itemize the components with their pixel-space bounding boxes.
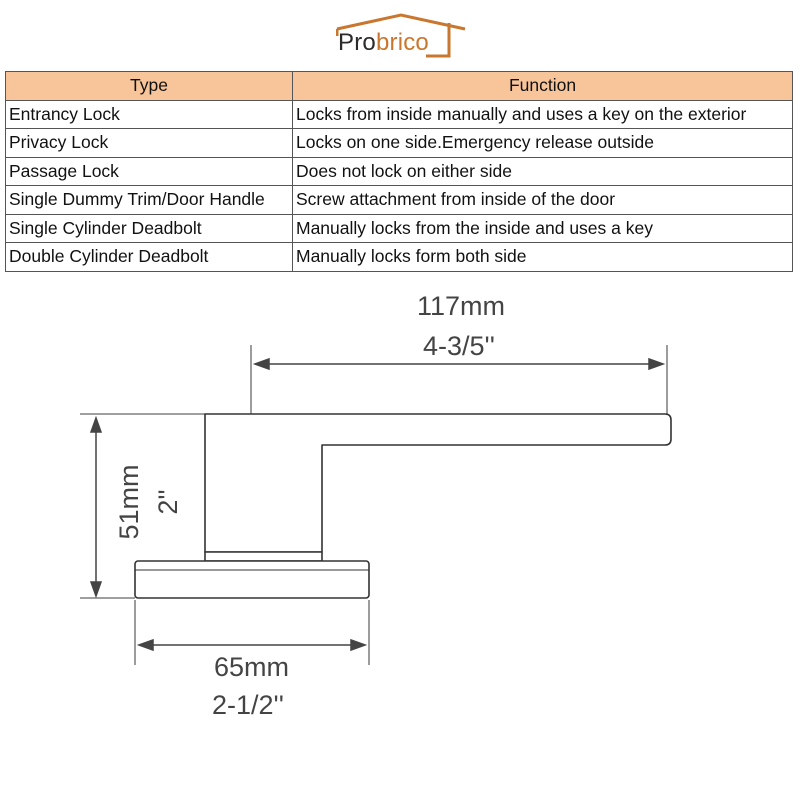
arrow-head-right: [649, 359, 663, 369]
rose-inch-label: 2-1/2'': [212, 690, 284, 720]
arrow-head-down: [91, 582, 101, 596]
table-row: [6, 157, 793, 186]
arrow-head-up: [91, 418, 101, 432]
header-function: Function: [293, 72, 793, 101]
brand-name: [338, 31, 429, 55]
brand-name-suffix: brico: [375, 29, 429, 56]
table-header-row: [6, 72, 793, 101]
arrow-head-rose-right: [351, 640, 365, 650]
probrico-logo: [336, 12, 466, 58]
arrow-head-left: [255, 359, 269, 369]
type-cell: Single Cylinder Deadbolt: [6, 214, 293, 243]
lock-type-table: [5, 71, 793, 272]
handle-lever-outline: [205, 414, 671, 552]
function-cell: Manually locks from the inside and uses a key: [293, 214, 793, 243]
table-row: [6, 243, 793, 272]
length-mm-label: 117mm: [417, 291, 506, 321]
function-cell: Does not lock on either side: [293, 157, 793, 186]
type-cell: Entrancy Lock: [6, 100, 293, 129]
table-row: [6, 214, 793, 243]
type-cell: Privacy Lock: [6, 129, 293, 158]
function-cell: Screw attachment from inside of the door: [293, 186, 793, 215]
rose-outline: [135, 561, 369, 598]
height-mm-label: 51mm: [114, 464, 144, 540]
brand-name-prefix: Pro: [338, 29, 376, 56]
function-cell: Locks on one side.Emergency release outside: [293, 129, 793, 158]
height-inch-label: 2'': [153, 489, 183, 515]
table-row: [6, 129, 793, 158]
rose-mm-label: 65mm: [214, 652, 290, 682]
function-cell: Locks from inside manually and uses a key on the exterior: [293, 100, 793, 129]
handle-neck-outline: [205, 552, 322, 561]
arrow-head-rose-left: [139, 640, 153, 650]
type-cell: Passage Lock: [6, 157, 293, 186]
type-cell: Double Cylinder Deadbolt: [6, 243, 293, 272]
length-inch-label: 4-3/5'': [423, 331, 495, 361]
type-cell: Single Dummy Trim/Door Handle: [6, 186, 293, 215]
header-type: Type: [6, 72, 293, 101]
table-row: [6, 186, 793, 215]
table-row: [6, 100, 793, 129]
function-cell: Manually locks form both side: [293, 243, 793, 272]
